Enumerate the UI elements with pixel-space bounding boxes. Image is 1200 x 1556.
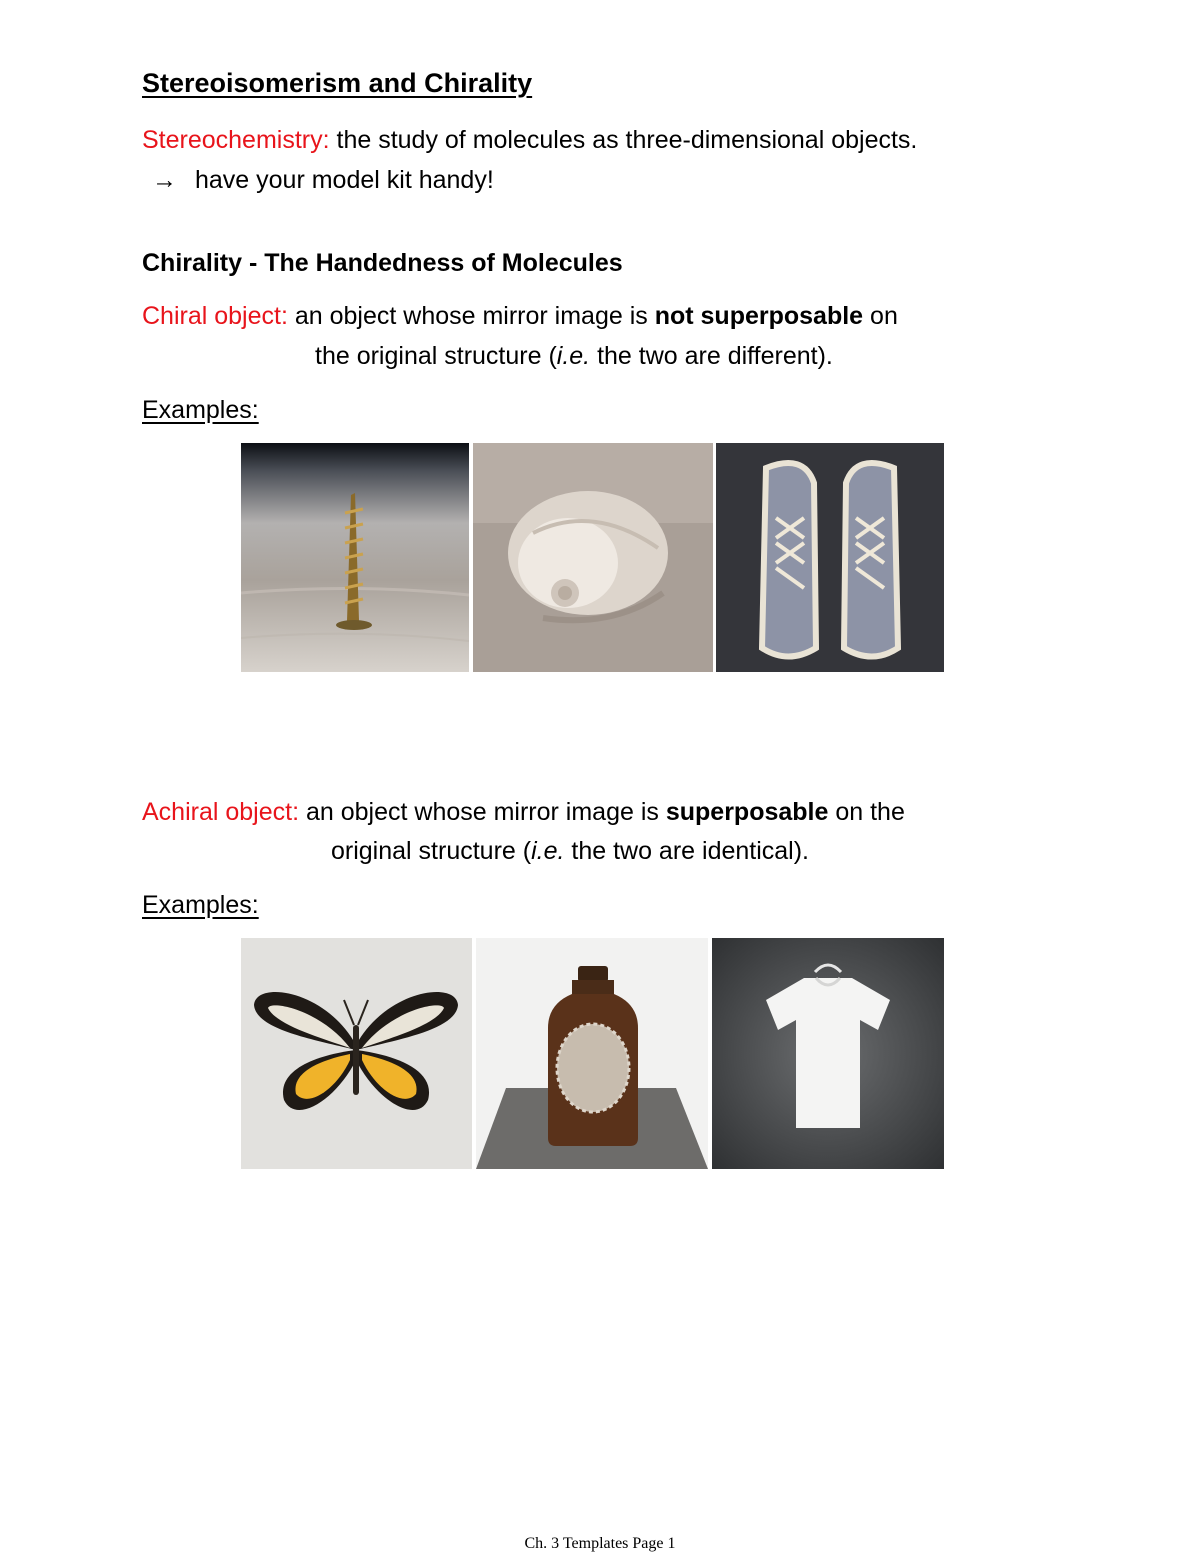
chiral-examples-label: Examples: xyxy=(142,396,259,424)
sneakers-image xyxy=(716,443,944,672)
chiral-def-end: on xyxy=(863,302,898,330)
achiral-keyword: superposable xyxy=(665,798,829,826)
achiral-definition-line2 xyxy=(331,836,809,866)
seashell-image xyxy=(473,443,713,672)
chirality-heading: Chirality - The Handedness of Molecules xyxy=(142,249,623,277)
screw-image xyxy=(241,443,469,672)
stereochemistry-text: the study of molecules as three-dimensional objects. xyxy=(329,126,918,154)
chiral-definition-line1 xyxy=(142,301,898,331)
page-title: Stereoisomerism and Chirality xyxy=(142,68,533,98)
chiral-term: Chiral object: xyxy=(142,302,288,330)
achiral-def-end: on the xyxy=(828,798,905,826)
achiral-definition-line1 xyxy=(142,797,905,827)
arrow-icon: → xyxy=(152,166,177,194)
stereochemistry-term: Stereochemistry: xyxy=(142,126,330,154)
stereochemistry-definition xyxy=(142,125,917,155)
chiral-def-text: an object whose mirror image is xyxy=(287,302,655,330)
achiral-term: Achiral object: xyxy=(142,798,300,826)
model-kit-note xyxy=(152,165,494,195)
chiral-line2-start: the original structure ( xyxy=(315,342,557,370)
achiral-ie: i.e. xyxy=(531,837,565,865)
page-footer: Ch. 3 Templates Page 1 xyxy=(524,1535,676,1552)
achiral-def-text: an object whose mirror image is xyxy=(299,798,666,826)
achiral-examples-label: Examples: xyxy=(142,891,259,919)
chiral-keyword: not superposable xyxy=(654,302,864,330)
achiral-line2-start: original structure ( xyxy=(331,837,532,865)
chiral-definition-line2 xyxy=(315,341,833,371)
butterfly-image xyxy=(241,938,472,1169)
chiral-line2-end: the two are different). xyxy=(590,342,833,370)
tshirt-image xyxy=(712,938,944,1169)
glass-bottle-image xyxy=(476,938,708,1169)
achiral-line2-end: the two are identical). xyxy=(564,837,810,865)
model-kit-text: have your model kit handy! xyxy=(195,166,494,194)
chiral-ie: i.e. xyxy=(556,342,591,370)
